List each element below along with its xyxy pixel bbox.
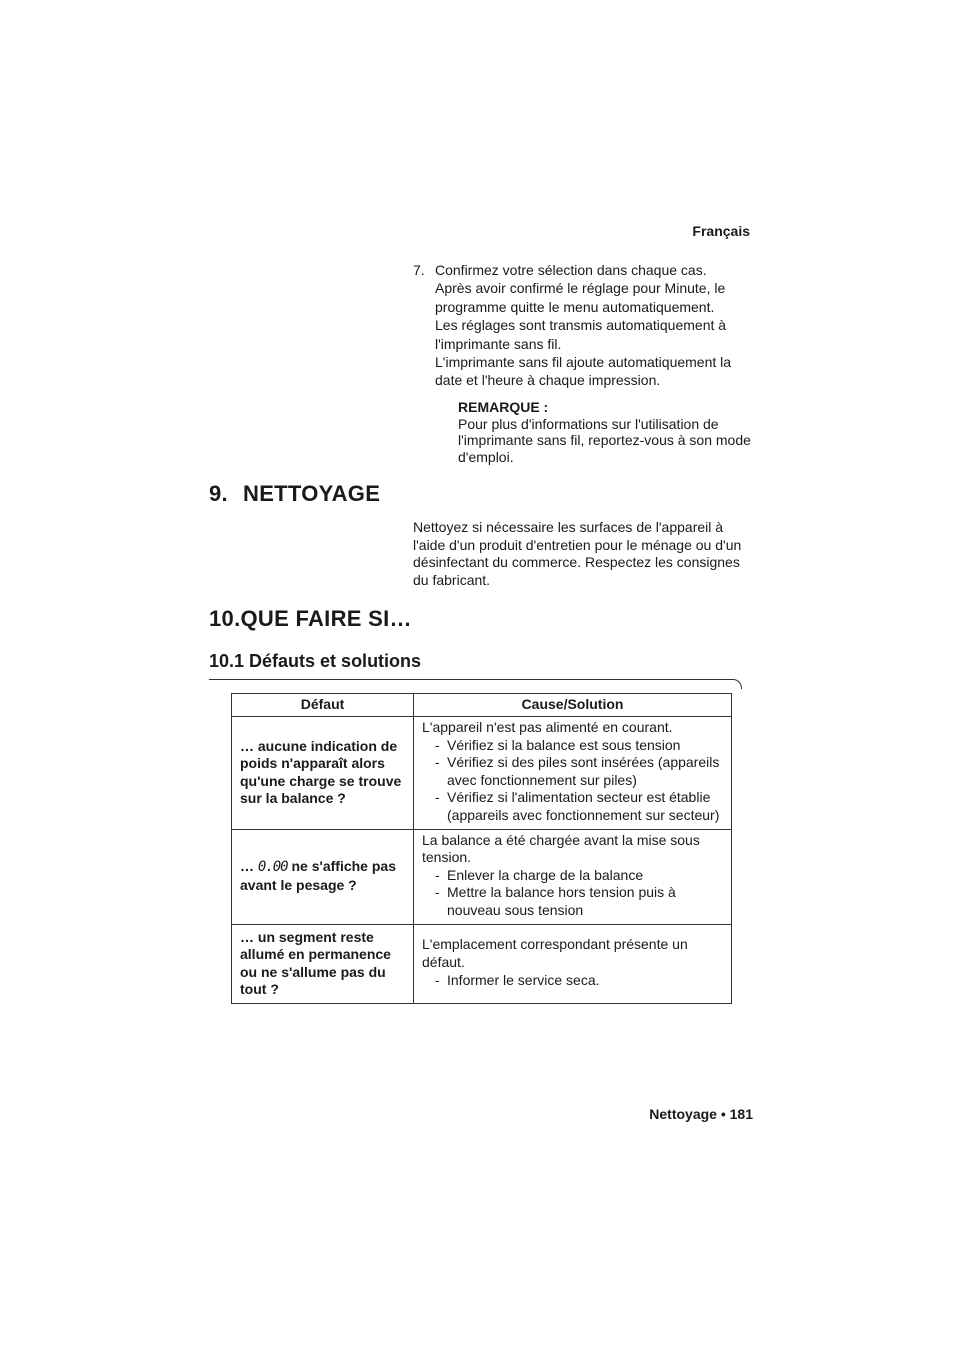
solution-item: - Informer le service seca. <box>435 972 728 990</box>
cause-text: L'emplacement correspondant présente un défaut. <box>422 936 688 970</box>
header-fault: Défaut <box>232 694 414 717</box>
step-line: Après avoir confirmé le réglage pour Minute, le programme quitte le menu automatiquement. <box>435 280 726 315</box>
note-text: Pour plus d'informations sur l'utilisation de l'imprimante sans fil, reportez-vous à son mode d'emploi. <box>458 415 751 465</box>
segment-display-value: 0.00 <box>257 859 288 876</box>
fault-prefix: … <box>240 858 254 875</box>
step-number: 7. <box>413 262 425 278</box>
solution-item: - Vérifiez si la balance est sous tension <box>435 737 728 755</box>
page-footer: Nettoyage • 181 <box>649 1106 753 1122</box>
note-title: REMARQUE : <box>458 399 549 415</box>
table-header-row <box>232 694 732 717</box>
step-line: L'imprimante sans fil ajoute automatiquement la date et l'heure à chaque impression. <box>435 354 732 389</box>
cause-text: L'appareil n'est pas alimenté en courant. <box>422 719 673 735</box>
solution-list <box>422 867 728 920</box>
table-row <box>232 717 732 830</box>
section-10-1-heading: 10.1 Défauts et solutions <box>209 651 422 671</box>
solution-item: - Vérifiez si l'alimentation secteur est établie (appareils avec fonctionnement sur secteur) <box>435 789 728 824</box>
section-number: 9. <box>209 481 228 506</box>
solution-list <box>422 737 728 825</box>
solution-item: - Mettre la balance hors tension puis à nouveau sous tension <box>435 884 728 919</box>
section-10-heading <box>209 606 412 632</box>
section-rule <box>209 679 742 689</box>
solution-cell <box>414 717 732 830</box>
section-number: 10. <box>209 606 241 631</box>
solution-item: - Vérifiez si des piles sont insérées (appareils avec fonctionnement sur piles) <box>435 754 728 789</box>
step-line: Les réglages sont transmis automatiquement à l'imprimante sans fil. <box>435 317 727 352</box>
fault-cell: … un segment reste allumé en permanence ou ne s'allume pas du tout ? <box>232 924 414 1003</box>
fault-cell <box>232 829 414 924</box>
section-9-heading <box>209 481 380 507</box>
table-row <box>232 829 732 924</box>
section-title: QUE FAIRE SI… <box>240 606 412 631</box>
solution-list <box>422 972 728 990</box>
fault-cell: … aucune indication de poids n'apparaît alors qu'une charge se trouve sur la balance ? <box>232 717 414 830</box>
note-box <box>458 399 758 465</box>
section-title: NETTOYAGE <box>243 481 381 506</box>
fault-suffix: ne s'affiche pas avant le pesage ? <box>240 858 396 894</box>
cleaning-text: Nettoyez si nécessaire les surfaces de l'appareil à l'aide d'un produit d'entretien pour le ménage ou d'un désinfectant du commerce. Respectez les consignes du fabricant. <box>413 519 742 588</box>
step-line: Confirmez votre sélection dans chaque cas. <box>435 262 707 278</box>
faults-table <box>231 693 732 1004</box>
header-cause-solution: Cause/Solution <box>414 694 732 717</box>
step-7 <box>413 261 753 390</box>
solution-cell <box>414 829 732 924</box>
cause-text: La balance a été chargée avant la mise sous tension. <box>422 831 700 866</box>
cleaning-paragraph <box>413 519 758 589</box>
solution-cell <box>414 924 732 1003</box>
solution-item: - Enlever la charge de la balance <box>435 867 728 885</box>
language-label: Français <box>692 223 750 239</box>
step-body <box>435 261 753 390</box>
table-row <box>232 924 732 1003</box>
